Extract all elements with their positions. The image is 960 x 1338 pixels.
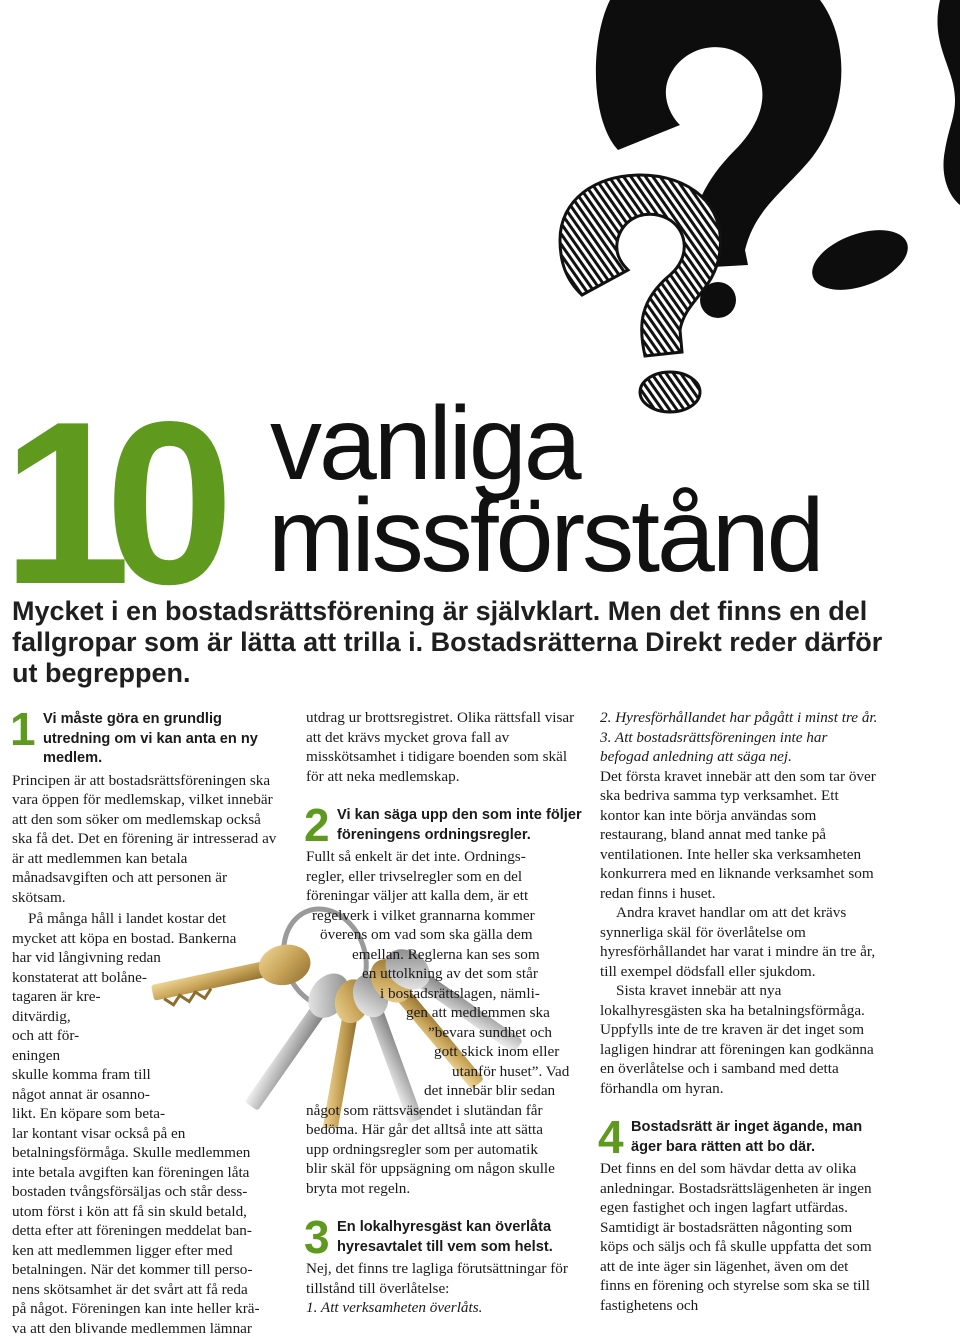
column-1: [12, 708, 284, 1338]
text-line: va att den blivande medlemmen lämnar: [12, 1319, 284, 1338]
section-4-title: Bostadsrätt är inget ägande, man äger bara rätten att bo där.: [631, 1118, 880, 1157]
question-marks-illustration: [520, 0, 960, 420]
text-line: och att för-: [12, 1026, 284, 1046]
section-3-paragraph-4: Sista kravet innebär att nya lokalhyresgästen ska ha betalningsförmåga. Uppfylls inte de tre kraven är det inget som lagligen hindrar att föreningen kan godkänna en överlåtelse och i samband med detta förhandla om hyran.: [600, 981, 880, 1098]
text-line: tagaren är kre-: [12, 987, 284, 1007]
section-3-item-3: 3. Att bostadsrättsföreningen inte har befogad anledning att säga nej.: [600, 728, 880, 767]
text-line: betalningsförmåga. Skulle medlemmen: [12, 1143, 284, 1163]
text-line: bedöma. Här går det alltså inte att sätta: [306, 1120, 588, 1140]
text-line: eningen: [12, 1046, 284, 1066]
text-line: regler, eller trivselregler som en del: [306, 867, 588, 887]
text-line: likt. En köpare som beta-: [12, 1104, 284, 1124]
text-line: något annat är osanno-: [12, 1085, 284, 1105]
section-2-heading: [306, 806, 588, 845]
column-2: [306, 708, 588, 1318]
text-line: det innebär blir sedan: [306, 1081, 588, 1101]
section-3-title: En lokalhyresgäst kan överlåta hyresavtalet till vem som helst.: [337, 1218, 588, 1257]
section-3-paragraph: Nej, det finns tre lagliga förutsättningar för tillstånd till överlåtelse:: [306, 1259, 588, 1298]
section-3-paragraph-3: Andra kravet handlar om att det krävs synnerliga skäl för överlåtelse om hyresförhållandet har varat i mindre än tre år, till exempel dödsfall eller sjukdom.: [600, 903, 880, 981]
section-2-title: Vi kan säga upp den som inte följer föreningens ordningsregler.: [337, 806, 588, 845]
text-line: i bostadsrättslagen, nämli-: [306, 984, 588, 1004]
text-line: har vid långivning redan: [12, 948, 284, 968]
text-line: regelverk i vilket grannarna kommer: [306, 906, 588, 926]
section-3-item-2: 2. Hyresförhållandet har pågått i minst tre år.: [600, 708, 880, 728]
section-2-number: 2: [304, 802, 330, 848]
lead-paragraph: Mycket i en bostadsrättsförening är självklart. Men det finns en del fallgropar som är lätta att trilla i. Bostadsrätterna Direkt reder därför ut begreppen.: [12, 596, 892, 689]
section-4-paragraph: Det finns en del som hävdar detta av olika anledningar. Bostadsrättslägenheten är ingen egen fastighet och ingen lagfart utfärdas. Samtidigt är bostadsrätten någonting som köps och säljs och få skulle uppfatta det som att de inte äger sin lägenhet, även om det finns en förening och styrelse som ska se till fastighetens och: [600, 1159, 880, 1315]
text-line: På många håll i landet kostar det: [12, 909, 284, 929]
section-3-paragraph-2: Det första kravet innebär att den som tar över ska bedriva samma typ verksamhet. Ett kontor kan inte börja användas som restaurang, bland annat med tanke på ventilationen. Inte heller ska verksamheten konkurrera med en liknande verksamhet som redan finns i huset.: [600, 767, 880, 904]
section-4-heading: [600, 1118, 880, 1157]
headline-number: 10: [2, 388, 208, 620]
section-2-paragraph: [306, 847, 588, 1198]
column-3: [600, 708, 880, 1315]
text-line: mycket att köpa en bostad. Bankerna: [12, 929, 284, 949]
text-line: skulle komma fram till: [12, 1065, 284, 1085]
section-1-paragraph-1: Principen är att bostadsrättsföreningen ska vara öppen för medlemskap, vilket innebär att den som söker om medlemskap också ska få det. Det en förening är intresserad av är att medlemmen kan betala månadsavgiften och att personen är skötsam.: [12, 771, 284, 908]
text-line: detta efter att föreningen meddelat ban-: [12, 1221, 284, 1241]
section-3-heading: [306, 1218, 588, 1257]
text-line: ditvärdig,: [12, 1007, 284, 1027]
section-1-number: 1: [10, 706, 36, 752]
section-1-continuation: utdrag ur brottsregistret. Olika rättsfall visar att det krävs mycket grova fall av misskötsamhet i tidigare boenden som skäl för att neka medlemskap.: [306, 708, 588, 786]
text-line: på något. Föreningen kan inte heller krä-: [12, 1299, 284, 1319]
text-line: emellan. Reglerna kan ses som: [306, 945, 588, 965]
text-line: betalningen. När det kommer till perso-: [12, 1260, 284, 1280]
section-3-number: 3: [304, 1214, 330, 1260]
text-line: gen att medlemmen ska: [306, 1003, 588, 1023]
section-1-paragraph-2: [12, 909, 284, 1338]
text-line: föreningar väljer att kalla dem, är ett: [306, 886, 588, 906]
text-line: gott skick inom eller: [306, 1042, 588, 1062]
text-line: upp ordningsregler som per automatik: [306, 1140, 588, 1160]
text-line: lar kontant visar också på en: [12, 1124, 284, 1144]
section-1-heading: [12, 710, 284, 769]
text-line: en uttolkning av det som står: [306, 964, 588, 984]
text-line: ”bevara sundhet och: [306, 1023, 588, 1043]
text-line: inte betala avgiften kan föreningen låta: [12, 1163, 284, 1183]
text-line: utom först i kön att få sin skuld betald,: [12, 1202, 284, 1222]
text-line: utanför huset”. Vad: [306, 1062, 588, 1082]
section-1-title: Vi måste göra en grundlig utredning om vi kan anta en ny medlem.: [43, 710, 284, 769]
text-line: bostaden tvångsförsäljas och står dess-: [12, 1182, 284, 1202]
text-line: ken att medlemmen ligger efter med: [12, 1241, 284, 1261]
section-3-item-1: 1. Att verksamheten överlåts.: [306, 1298, 588, 1318]
text-line: konstaterat att bolåne-: [12, 968, 284, 988]
headline-line-1: vanliga: [270, 392, 579, 496]
text-line: bryta mot regeln.: [306, 1179, 588, 1199]
section-4-number: 4: [598, 1114, 624, 1160]
text-line: Fullt så enkelt är det inte. Ordnings-: [306, 847, 588, 867]
headline-line-2: missförstånd: [268, 484, 822, 588]
text-line: blir skäl för uppsägning om någon skulle: [306, 1159, 588, 1179]
text-line: överens om vad som ska gälla dem: [306, 925, 588, 945]
text-line: nens skötsamhet är det svårt att få reda: [12, 1280, 284, 1300]
text-line: något som rättsväsendet i slutändan får: [306, 1101, 588, 1121]
